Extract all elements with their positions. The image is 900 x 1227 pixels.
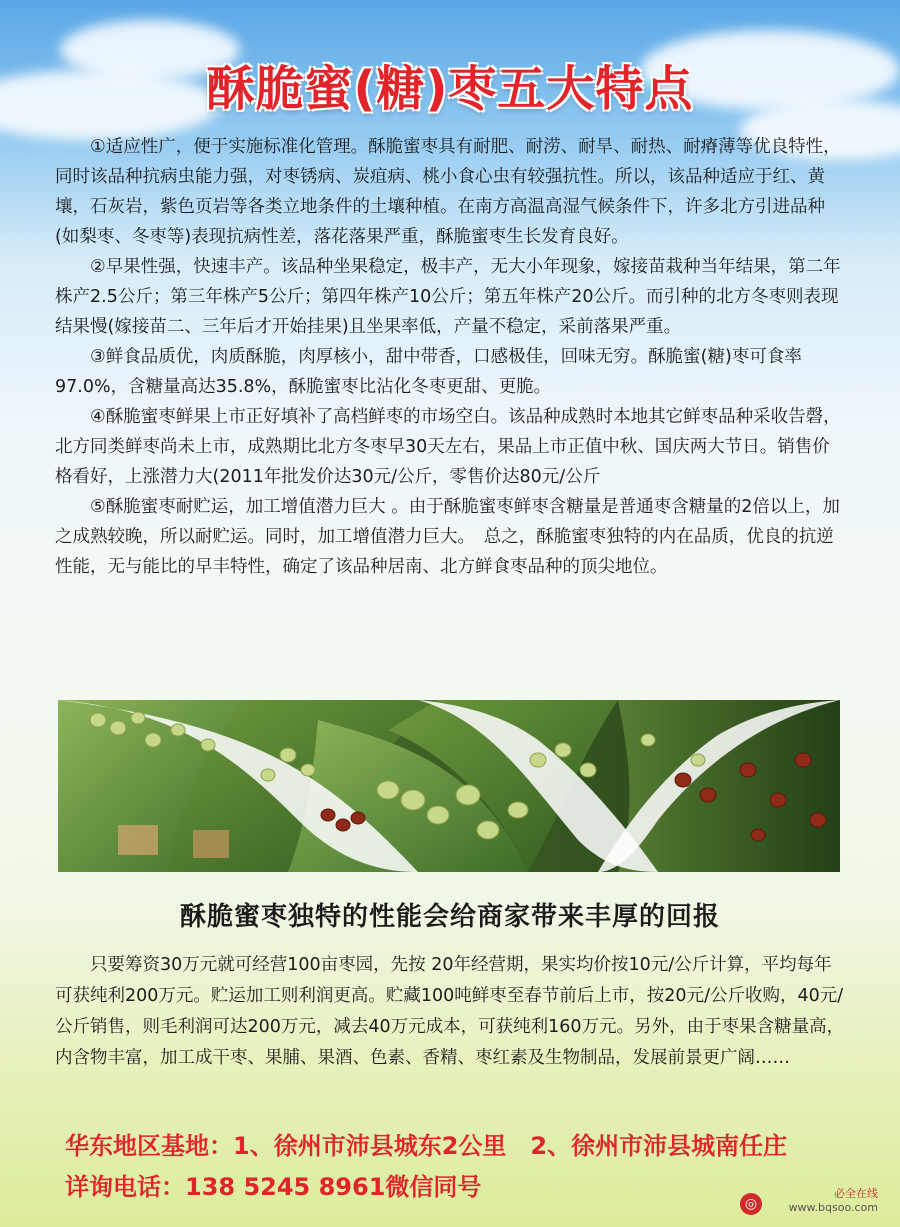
base-address: 华东地区基地：1、徐州市沛县城东2公里 2、徐州市沛县城南任庄 [65, 1132, 788, 1160]
feature-paragraph-1: ①适应性广，便于实施标准化管理。酥脆蜜枣具有耐肥、耐涝、耐旱、耐热、耐瘠薄等优良特性，同时该品种抗病虫能力强，对枣锈病、炭疽病、桃小食心虫有较强抗性。所以，该品种适应于红、黄壤，石灰岩，紫色页岩等各类立地条件的土壤种植。在南方高温高湿气候条件下，许多北方引进品种(如梨枣、冬枣等)表现抗病性差，落花落果严重，酥脆蜜枣生长发育良好。 [55, 137, 841, 247]
photo-panel-red-fruit [618, 700, 840, 872]
contact-phone: 详询电话：138 5245 8961微信同号 [65, 1173, 482, 1201]
features-section [55, 132, 845, 582]
jujube-photo-strip [58, 700, 840, 872]
page-title: 酥脆蜜(糖)枣五大特点 [206, 61, 694, 117]
feature-paragraph-2: ②早果性强，快速丰产。该品种坐果稳定，极丰产，无大小年现象，嫁接苗栽种当年结果，第二年株产2.5公斤；第三年株产5公斤；第四年株产10公斤；第五年株产20公斤。而引种的北方冬枣则表现结果慢(嫁接苗二、三年后才开始挂果)且坐果率低，产量不稳定，采前落果严重。 [55, 257, 841, 337]
watermark [789, 1187, 878, 1215]
feature-paragraph-4: ④酥脆蜜枣鲜果上市正好填补了高档鲜枣的市场空白。该品种成熟时本地其它鲜枣品种采收告磬，北方同类鲜枣尚未上市，成熟期比北方冬枣早30天左右，果品上市正值中秋、国庆两大节日。销售价格看好，上涨潜力大(2011年批发价达30元/公斤，零售价达80元/公斤 [55, 407, 841, 487]
flower-pot [193, 830, 229, 858]
watermark-url: www.bqsoo.com [788, 1201, 878, 1214]
investment-paragraph: 只要筹资30万元就可经营100亩枣园，先按 20年经营期，果实均价按10元/公斤计算，平均每年可获纯利200万元。贮运加工则利润更高。贮藏100吨鲜枣至春节前后上市，按20元/公斤收购，40元/公斤销售，则毛利润可达200万元，减去40万元成本，可获纯利160万元。另外，由于枣果含糖量高，内含物丰富，加工成干枣、果脯、果酒、色素、香精、枣红素及生物制品，发展前景更广阔…… [55, 955, 845, 1068]
watermark-name: 必全在线 [834, 1187, 878, 1200]
watermark-logo-icon: ◎ [740, 1193, 762, 1215]
feature-paragraph-3: ③鲜食品质优，肉质酥脆，肉厚核小，甜中带香，口感极佳，回味无穷。酥脆蜜(糖)枣可食率97.0%，含糖量高达35.8%，酥脆蜜枣比沾化冬枣更甜、更脆。 [55, 347, 802, 397]
section-subtitle: 酥脆蜜枣独特的性能会给商家带来丰厚的回报 [179, 902, 720, 932]
feature-paragraph-5: ⑤酥脆蜜枣耐贮运，加工增值潜力巨大 。由于酥脆蜜枣鲜枣含糖量是普通枣含糖量的2倍以上，加之成熟较晚，所以耐贮运。同时，加工增值潜力巨大。 总之，酥脆蜜枣独特的内在品质，优良的抗逆性能，无与能比的早丰特性，确定了该品种居南、北方鲜食枣品种的顶尖地位。 [55, 497, 840, 577]
flower-pot [118, 825, 158, 855]
